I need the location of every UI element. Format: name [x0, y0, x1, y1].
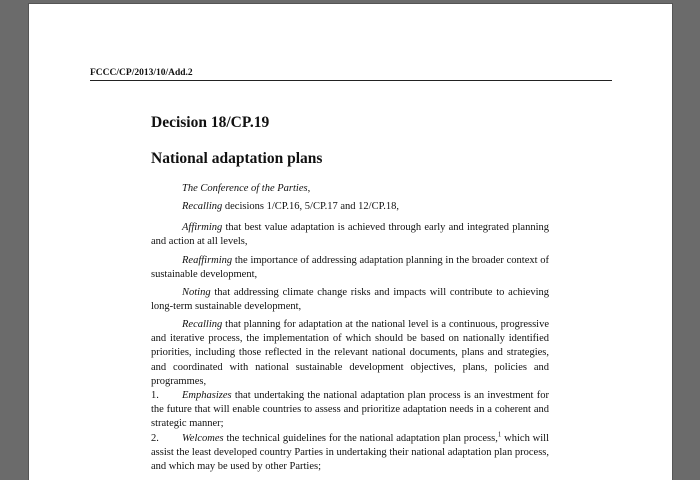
paragraph-text: the technical guidelines for the national adaptation plan process,	[223, 433, 498, 444]
italic-lead: Recalling	[182, 319, 223, 330]
header-divider	[90, 80, 612, 81]
italic-lead: Reaffirming	[182, 255, 233, 266]
footnote-marker[interactable]: 1	[497, 430, 502, 439]
operative-paragraph-1	[151, 389, 549, 432]
paragraph-affirming	[151, 221, 549, 249]
paragraph-noting	[151, 286, 549, 314]
paragraph-text: that planning for adaptation at the national level is a continuous, progressive and iterative process, the implementation of which should be based on nationally identified priorities, including those reflected in the relevant national documents, plans and strategies, and coordinated with national sustainable development objectives, plans, policies and programmes,	[151, 319, 549, 387]
italic-lead: Emphasizes	[182, 390, 232, 401]
italic-lead: Recalling	[182, 201, 223, 212]
italic-lead: Welcomes	[182, 433, 224, 444]
paragraph-conference	[151, 182, 549, 196]
paragraph-text: decisions 1/CP.16, 5/CP.17 and 12/CP.18,	[222, 201, 400, 212]
paragraph-text: that undertaking the national adaptation plan process is an investment for the future that will enable countries to assess and prioritize adaptation needs in a coherent and strategic manner;	[151, 390, 549, 430]
italic-lead: Affirming	[182, 222, 223, 233]
operative-paragraph-2	[151, 432, 549, 475]
paragraph-recalling-1	[151, 200, 549, 214]
paragraph-recalling-2	[151, 318, 549, 389]
paragraph-text: that addressing climate change risks and impacts will contribute to achieving long-term sustainable development,	[151, 287, 549, 313]
section-title: National adaptation plans	[151, 150, 323, 167]
paragraph-text: that best value adaptation is achieved through early and integrated planning and action at all levels,	[151, 222, 549, 248]
paragraph-text: the importance of addressing adaptation planning in the broader context of sustainable development,	[151, 255, 549, 281]
italic-lead: The Conference of the Parties	[182, 183, 308, 194]
paragraph-text: ,	[307, 183, 311, 194]
italic-lead: Noting	[182, 287, 211, 298]
paragraph-reaffirming	[151, 254, 549, 282]
paragraph-text: which will assist the least developed country Parties in undertaking their national adaptation plan process, and which may be used by other Parties;	[151, 433, 549, 473]
decision-title: Decision 18/CP.19	[151, 114, 270, 131]
paragraph-number: 2.	[151, 433, 159, 444]
paragraph-number: 1.	[151, 390, 159, 401]
document-symbol: FCCC/CP/2013/10/Add.2	[90, 68, 193, 78]
document-page	[29, 4, 672, 480]
